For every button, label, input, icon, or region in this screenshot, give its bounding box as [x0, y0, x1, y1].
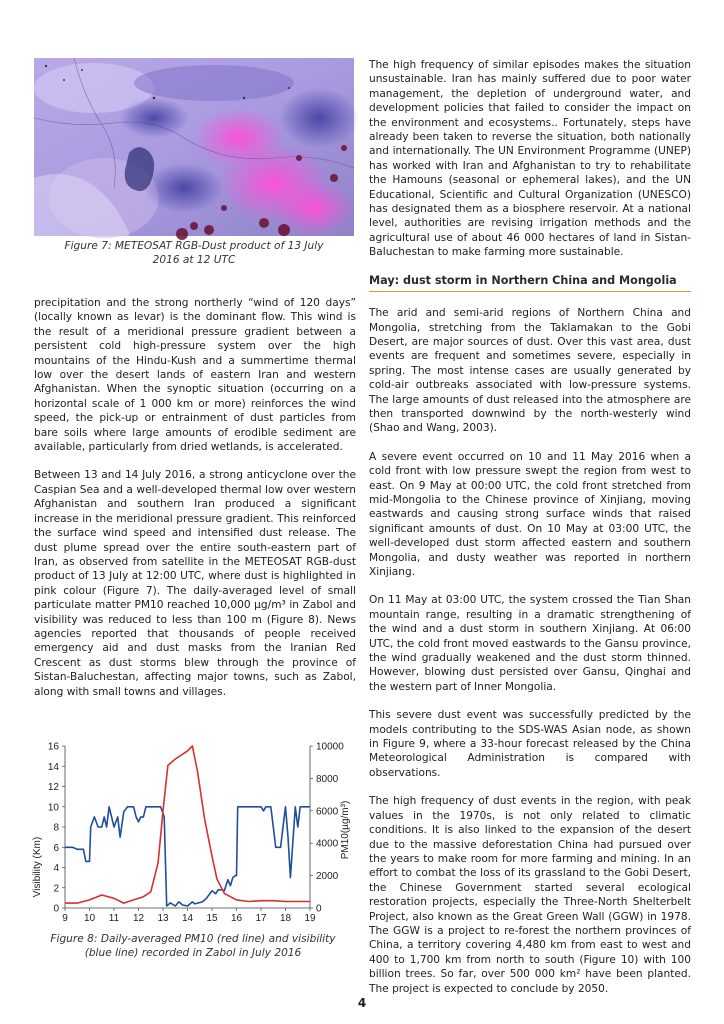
paragraph: On 11 May at 03:00 UTC, the system crossed the Tian Shan mountain range, resulting in a dramatic strengthening of the wind and a dust storm in southern Xinjiang. At 06:00 UTC, the cold front moved eastwards to the Gansu province, the wind gradually weakened and the dust storm thinned. However, blowing dust persisted over Gansu, Qinghai and the western part of Inner Mongolia.	[369, 594, 691, 693]
y-tick-label: 2	[53, 883, 59, 895]
paragraph: Between 13 and 14 July 2016, a strong anticyclone over the Caspian Sea and a well-developed thermal low over western Afghanistan and southern Iran produced a significant increase in the meridional pressure gradient. This reinforced the surface wind speed and intensified dust release. The dust plume spread over the entire south-eastern part of Iran, as observed from satellite in the METEOSAT RGB-dust product of 13 July at 12:00 UTC, where dust is highlighted in pink colour (Figure 7). The daily-averaged level of small particulate matter PM10 reached 10,000 µg/m³ in Zabol and visibility was reduced to less than 100 m (Figure 8). News agencies reported that thousands of people received emergency aid and dust masks from the Iranian Red Crescent as dust storms blew through the province of Sistan-Baluchestan, affecting major towns, such as Zabol, along with small towns and villages.	[34, 469, 356, 698]
y2-axis-label: PM10(µg/m³)	[340, 800, 351, 860]
x-tick-label: 17	[255, 913, 267, 924]
paragraph: The arid and semi-arid regions of Northern China and Mongolia, stretching from the Taklamakan to the Gobi Desert, are major sources of dust. Over this vast area, dust events are frequent and sometimes severe, especially in spring. The most intense cases are usually generated by cold-air outbreaks associated with low-pressure systems. The large amounts of dust released into the atmosphere are then transported downwind by the north-westerly wind (Shao and Wang, 2003).	[369, 307, 691, 435]
y2-tick-label: 0	[316, 903, 322, 915]
y2-tick-label: 2000	[316, 871, 339, 883]
paragraph: The high frequency of dust events in the region, with peak values in the 1970s, is not only related to climatic conditions. It is also linked to the expansion of the desert due to the massive deforestation China had pursued over the years to make room for more farming and mining. In an effort to combat the loss of its grassland to the Gobi Desert, the Chinese Government started several ecological restoration projects, especially the Three-North Shelterbelt Project, also known as the Great Green Wall (GGW) in 1978. The GGW is a project to re-forest the northern provinces of China, a territory covering 4,480 km from east to west and 400 to 1,700 km from north to south (Figure 10) with 100 billion trees. So far, over 500 000 km² have been planted. The project is expected to conclude by 2050.	[369, 795, 691, 995]
y-axis-label: Visibility (Km)	[32, 836, 43, 898]
y-tick-label: 14	[47, 761, 59, 773]
x-tick-label: 13	[157, 913, 169, 924]
x-tick-label: 18	[279, 913, 292, 924]
x-tick-label: 10	[83, 913, 96, 924]
satellite-dust-image	[34, 58, 354, 236]
y-tick-label: 10	[47, 802, 59, 814]
chart-series	[65, 746, 310, 906]
y-tick-label: 16	[47, 741, 59, 753]
left-column	[34, 296, 356, 713]
visibility-line	[65, 807, 310, 906]
chart-ticks	[48, 742, 344, 925]
x-tick-label: 19	[304, 913, 316, 924]
y-tick-label: 4	[53, 863, 59, 874]
y-tick-label: 6	[53, 842, 59, 854]
figure8-caption: Figure 8: Daily-averaged PM10 (red line) and visibility (blue line) recorded in Zabol in July 2016	[50, 933, 336, 959]
y-tick-label: 8	[53, 822, 59, 834]
paragraph: A severe event occurred on 10 and 11 May 2016 when a cold front with low pressure swept the region from west to east. On 9 May at 00:00 UTC, the cold front stretched from mid-Mongolia to the Chinese province of Xinjiang, moving eastwards and causing strong surface winds that raised significant amounts of dust. On 10 May at 03:00 UTC, the well-developed dust storm affected eastern and southern Mongolia, and dusty weather was reported in northern Xinjiang.	[369, 450, 691, 578]
x-tick-label: 16	[230, 913, 243, 924]
y2-tick-label: 6000	[316, 806, 339, 818]
paragraph: This severe dust event was successfully predicted by the models contributing to the SDS-WAS Asian node, as shown in Figure 9, where a 33-hour forecast released by the China Meteorological Administration is compared with observations.	[369, 709, 691, 779]
pm10-visibility-chart	[30, 735, 351, 925]
y2-tick-label: 10000	[316, 741, 344, 753]
x-tick-label: 9	[62, 913, 68, 924]
right-column	[369, 58, 691, 1010]
y-tick-label: 0	[53, 903, 59, 915]
section-heading: May: dust storm in Northern China and Mongolia	[369, 274, 691, 292]
paragraph: The high frequency of similar episodes makes the situation unsustainable. Iran has mainly suffered due to poor water management, the depletion of underground water, and development policies that failed to consider the impact on the environment and ecosystems.. Fortunately, steps have already been taken to reverse the situation, both nationally and internationally. The UN Environment Programme (UNEP) has worked with Iran and Afghanistan to try to rehabilitate the Hamouns (seasonal or ephemeral lakes), and the UN Educational, Scientific and Cultural Organization (UNESCO) has designated them as a biosphere reservoir. At a national level, authorities are revising irrigation methods and the agricultural use of about 46 000 hectares of land in Sistan-Baluchestan to make farming more sustainable.	[369, 59, 691, 259]
x-tick-label: 15	[206, 913, 218, 924]
y2-tick-label: 8000	[316, 773, 339, 785]
page-number: 4	[357, 996, 367, 1010]
x-tick-label: 12	[132, 913, 145, 924]
x-tick-label: 14	[181, 913, 194, 924]
figure7-caption: Figure 7: METEOSAT RGB-Dust product of 13 July 2016 at 12 UTC	[64, 240, 324, 266]
x-tick-label: 11	[108, 913, 120, 924]
paragraph: precipitation and the strong northerly “wind of 120 days” (locally known as levar) is the dominant flow. This wind is the result of a meridional pressure gradient between a persistent cold high-pressure system over the high mountains of the Hindu-Kush and a summertime thermal low over the desert lands of eastern Iran and western Afghanistan. When the synoptic situation (occurring on a horizontal scale of 1 000 km or more) reinforces the wind speed, the pick-up or entrainment of dust particles from bare soils where large amounts of erodible sediment are available, particularly from dried wetlands, is accelerated.	[34, 297, 356, 454]
y2-tick-label: 4000	[316, 838, 339, 850]
y-tick-label: 12	[47, 782, 59, 793]
